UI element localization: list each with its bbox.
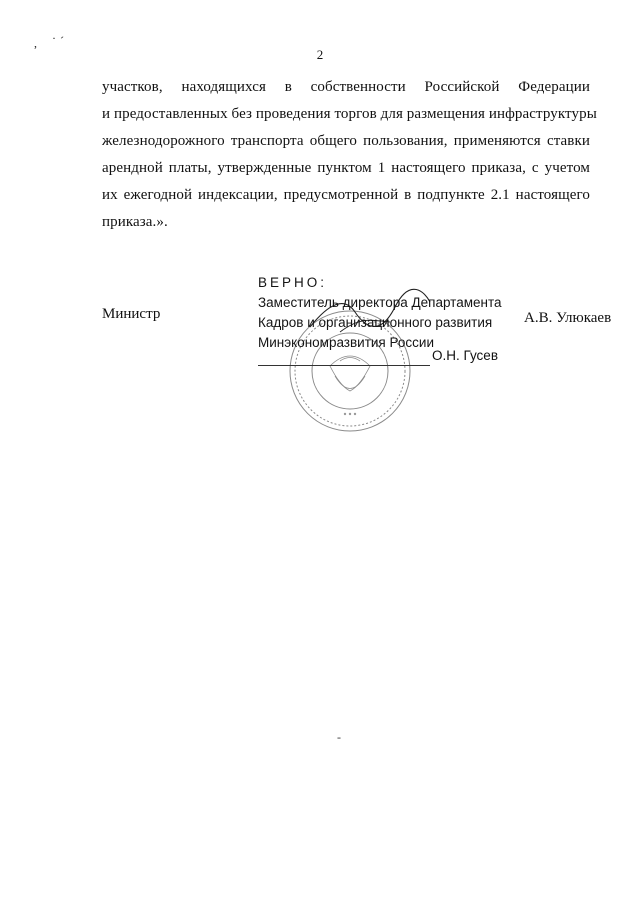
scan-speck: ´ bbox=[60, 34, 64, 48]
body-line: железнодорожного транспорта общего пользования, применяются ставки bbox=[102, 133, 590, 149]
certification-signature-row bbox=[258, 346, 498, 366]
signature-underline bbox=[258, 365, 430, 366]
body-line: и предоставленных без проведения торгов для размещения инфраструктуры bbox=[102, 106, 597, 122]
certification-line: Минэкономразвития России bbox=[258, 335, 434, 350]
certification-line: Заместитель директора Департамента bbox=[258, 295, 502, 310]
certification-signer: О.Н. Гусев bbox=[432, 348, 498, 363]
body-line: арендной платы, утвержденные пунктом 1 настоящего приказа, с учетом bbox=[102, 160, 590, 176]
minister-title: Министр bbox=[102, 306, 161, 322]
scan-speck: · bbox=[52, 31, 56, 45]
certification-block bbox=[258, 273, 501, 353]
certification-title: ВЕРНО: bbox=[258, 275, 328, 290]
body-line: приказа.». bbox=[102, 214, 168, 230]
page-number: 2 bbox=[316, 47, 324, 62]
body-paragraph bbox=[102, 74, 597, 236]
body-line: участков, находящихся в собственности Российской Федерации bbox=[102, 79, 590, 95]
body-line: их ежегодной индексации, предусмотренной в подпункте 2.1 настоящего bbox=[102, 187, 590, 203]
certification-line: Кадров и организационного развития bbox=[258, 315, 493, 330]
scan-speck: , bbox=[34, 36, 37, 50]
minister-name: А.В. Улюкаев bbox=[524, 310, 612, 326]
footer-mark: - bbox=[337, 730, 341, 744]
